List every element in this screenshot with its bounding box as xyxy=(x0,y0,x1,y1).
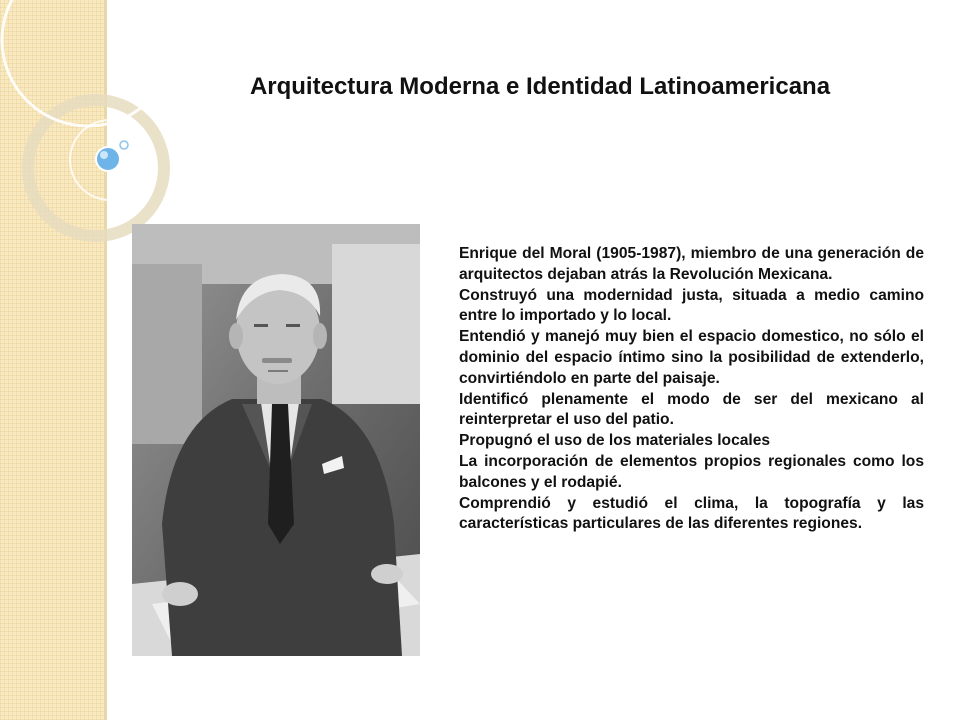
paragraph: Propugnó el uso de los materiales locales xyxy=(459,432,771,450)
slide-title: Arquitectura Moderna e Identidad Latinoamericana xyxy=(249,73,831,100)
paragraph: Entendió y manejó muy bien el espacio domestico, no sólo el dominio del espacio íntimo sino la posibilidad de extenderlo, convirtiéndolo en parte del paisaje. xyxy=(459,328,924,387)
paragraph: Enrique del Moral (1905-1987), miembro de una generación de arquitectos dejaban atrás la Revolución Mexicana. xyxy=(459,245,924,283)
architect-portrait-photo xyxy=(132,224,420,656)
paragraph: Identificó plenamente el modo de ser del mexicano al reinterpretar el uso del patio. xyxy=(459,390,924,429)
paragraph: Comprendió y estudió el clima, la topografía y las características particulares de las diferentes regiones. xyxy=(459,494,924,533)
decorative-rings-icon xyxy=(0,0,180,260)
paragraph: Construyó una modernidad justa, situada a medio camino entre lo importado y lo local. xyxy=(459,286,924,325)
paragraph: La incorporación de elementos propios regionales como los balcones y el rodapié. xyxy=(459,452,924,491)
biography-text xyxy=(459,244,924,535)
